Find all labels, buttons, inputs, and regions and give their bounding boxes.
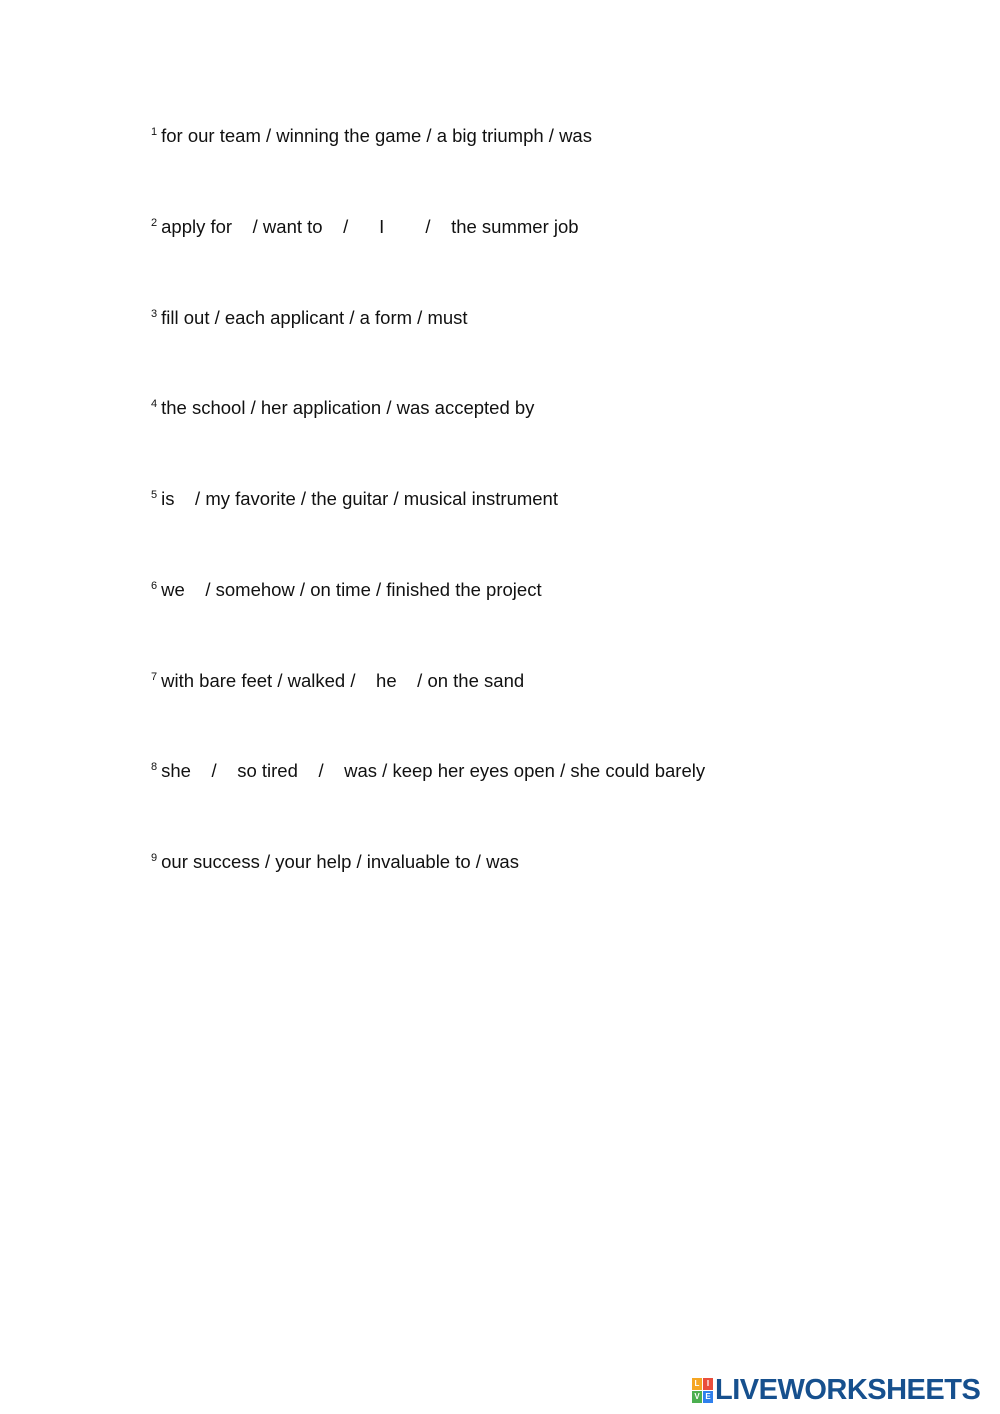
item-number: 7: [151, 671, 158, 683]
item-text: with bare feet / walked / he / on the sand: [161, 670, 525, 691]
item-text: the school / her application / was accepted by: [161, 397, 535, 418]
logo-mark-cell: V: [692, 1391, 702, 1403]
item-text: we / somehow / on time / finished the project: [161, 579, 542, 600]
exercise-item-4: [151, 397, 534, 419]
exercise-item-6: [151, 579, 542, 601]
item-number: 8: [151, 761, 158, 773]
item-number: 5: [151, 489, 158, 501]
exercise-item-7: [151, 670, 524, 692]
exercise-item-1: [151, 125, 592, 147]
item-text: our success / your help / invaluable to / was: [161, 851, 519, 872]
exercise-item-3: [151, 307, 468, 329]
exercise-item-9: [151, 851, 519, 873]
item-number: 3: [151, 308, 158, 320]
item-number: 1: [151, 126, 158, 138]
item-number: 2: [151, 217, 158, 229]
logo-mark-cell: L: [692, 1378, 702, 1390]
item-text: is / my favorite / the guitar / musical instrument: [161, 488, 558, 509]
logo-mark-cell: I: [703, 1378, 713, 1390]
item-text: for our team / winning the game / a big triumph / was: [161, 125, 592, 146]
item-number: 9: [151, 852, 158, 864]
item-text: she / so tired / was / keep her eyes open / she could barely: [161, 760, 706, 781]
logo-text: LIVEWORKSHEETS: [715, 1374, 981, 1406]
exercise-item-2: [151, 216, 579, 238]
item-text: fill out / each applicant / a form / must: [161, 307, 468, 328]
liveworksheets-logo-icon: [692, 1378, 712, 1402]
exercise-item-8: [151, 760, 705, 782]
item-number: 6: [151, 580, 158, 592]
liveworksheets-logo: [692, 1375, 980, 1405]
item-number: 4: [151, 398, 158, 410]
item-text: apply for / want to / I / the summer job: [161, 216, 579, 237]
exercise-item-5: [151, 488, 558, 510]
logo-mark-cell: E: [703, 1391, 713, 1403]
